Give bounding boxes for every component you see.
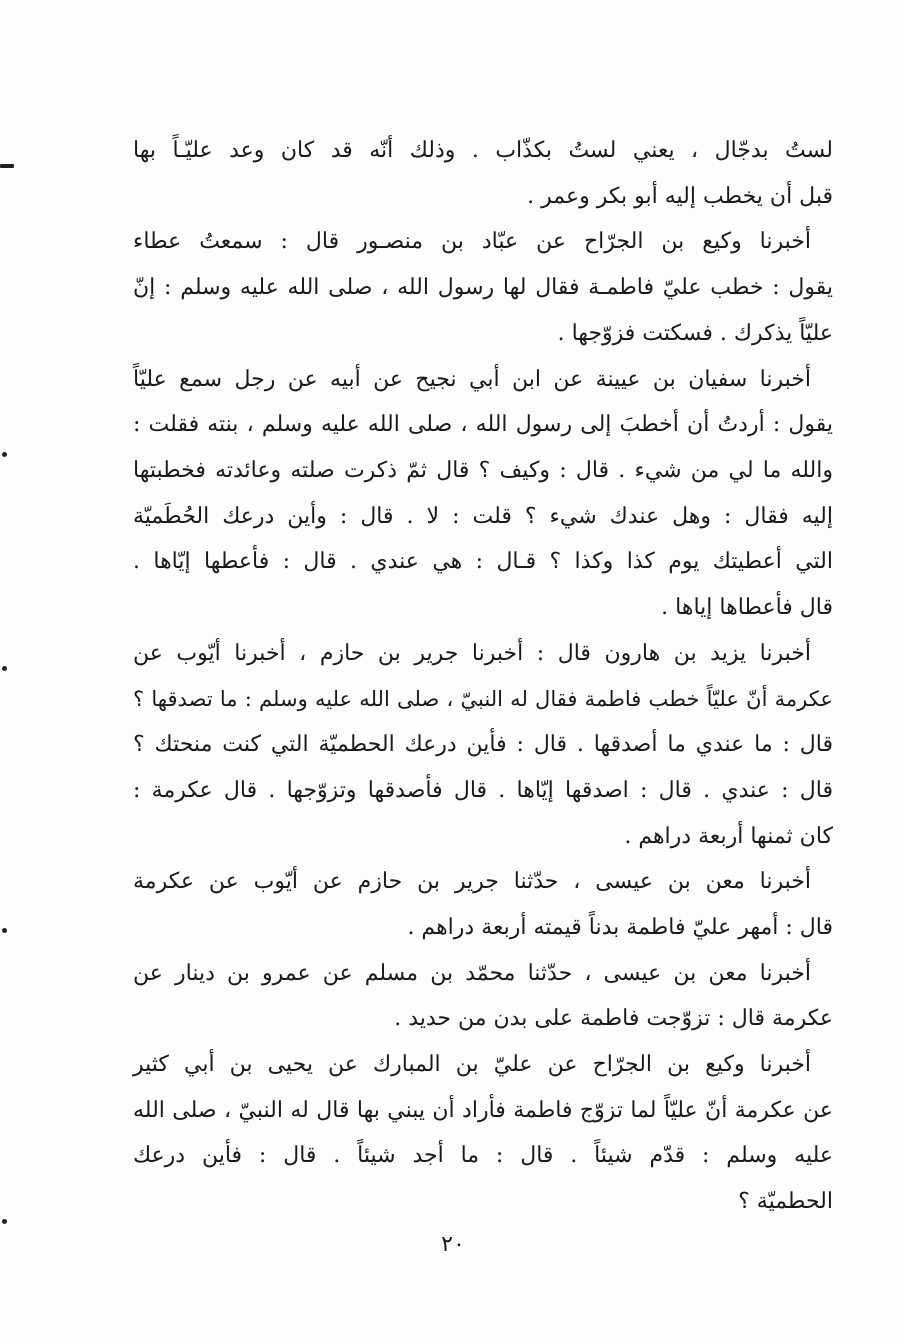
- text-line: عليه وسلم : قدّم شيئاً . قال : ما أجد شيئاً . قال : فأين درعك: [133, 1143, 833, 1169]
- text-line: عكرمة أنّ عليّاً خطب فاطمة فقال له النبيّ ، صلى الله عليه وسلم : ما تصدقها ؟: [133, 686, 833, 712]
- text-line: يقول : أردتُ أن أخطبَ إلى رسول الله ، صلى الله عليه وسلم ، بنته فقلت :: [133, 412, 833, 438]
- margin-mark: [2, 928, 7, 933]
- text-line: قال : أمهر عليّ فاطمة بدناً قيمته أربعة دراهم .: [407, 914, 833, 940]
- margin-mark: [2, 452, 7, 457]
- text-line: أخبرنا معن بن عيسى ، حدّثنا جرير بن حازم عن أيّوب عن عكرمة: [133, 869, 811, 895]
- text-line: يقول : خطب عليّ فاطمـة فقال لها رسول الله ، صلى الله عليه وسلم : إنّ: [133, 275, 833, 301]
- text-line: قال فأعطاها إياها .: [661, 595, 833, 621]
- text-line: الحطميّة ؟: [738, 1189, 833, 1215]
- text-line: عليّاً يذكرك . فسكتت فزوّجها .: [557, 320, 833, 346]
- text-line: كان ثمنها أربعة دراهم .: [624, 823, 833, 849]
- text-line: قبل أن يخطب إليه أبو بكر وعمر .: [527, 183, 833, 209]
- page-number: ٢٠: [441, 1232, 465, 1257]
- text-line: أخبرنا وكيع بن الجرّاح عن عليّ بن المبارك عن يحيى بن أبي كثير: [133, 1052, 811, 1078]
- text-line: قال : عندي . قال : اصدقها إيّاها . قال فأصدقها وتزوّجها . قال عكرمة :: [133, 777, 833, 803]
- text-line: إليه فقال : وهل عندك شيء ؟ قلت : لا . قال : وأين درعك الحُطَميّة: [133, 503, 833, 529]
- text-line: أخبرنا يزيد بن هارون قال : أخبرنا جرير بن حازم ، أخبرنا أيّوب عن: [133, 640, 811, 666]
- text-line: أخبرنا معن بن عيسى ، حدّثنا محمّد بن مسلم عن عمرو بن دينار عن: [133, 960, 811, 986]
- text-line: لستُ بدجّال ، يعني لستُ بكذّاب . وذلك أنّه قد كان وعد عليّـاً بها: [133, 138, 833, 163]
- page-body-text: [133, 128, 833, 1225]
- text-line: أخبرنا سفيان بن عيينة عن ابن أبي نجيح عن أبيه عن رجل سمع عليّاً: [133, 366, 811, 392]
- margin-mark-top: [0, 164, 14, 168]
- text-line: عكرمة قال : تزوّجت فاطمة على بدن من حديد .: [394, 1006, 833, 1032]
- margin-mark: [2, 666, 7, 671]
- text-line: قال : ما عندي ما أصدقها . قال : فأين درعك الحطميّة التي كنت منحتك ؟: [133, 732, 833, 758]
- text-line: والله ما لي من شيء . قال : وكيف ؟ قال ثمّ ذكرت صلته وعائدته فخطبتها: [133, 457, 833, 483]
- margin-mark: [2, 1219, 7, 1224]
- text-line: أخبرنا وكيع بن الجرّاح عن عبّاد بن منصـور قال : سمعتُ عطاء: [133, 229, 811, 255]
- text-line: عن عكرمة أنّ عليّاً لما تزوّج فاطمة فأراد أن يبني بها قال له النبيّ ، صلى الله: [133, 1097, 833, 1123]
- text-line: التي أعطيتك يوم كذا وكذا ؟ قـال : هي عندي . قال : فأعطها إيّاها .: [133, 549, 833, 575]
